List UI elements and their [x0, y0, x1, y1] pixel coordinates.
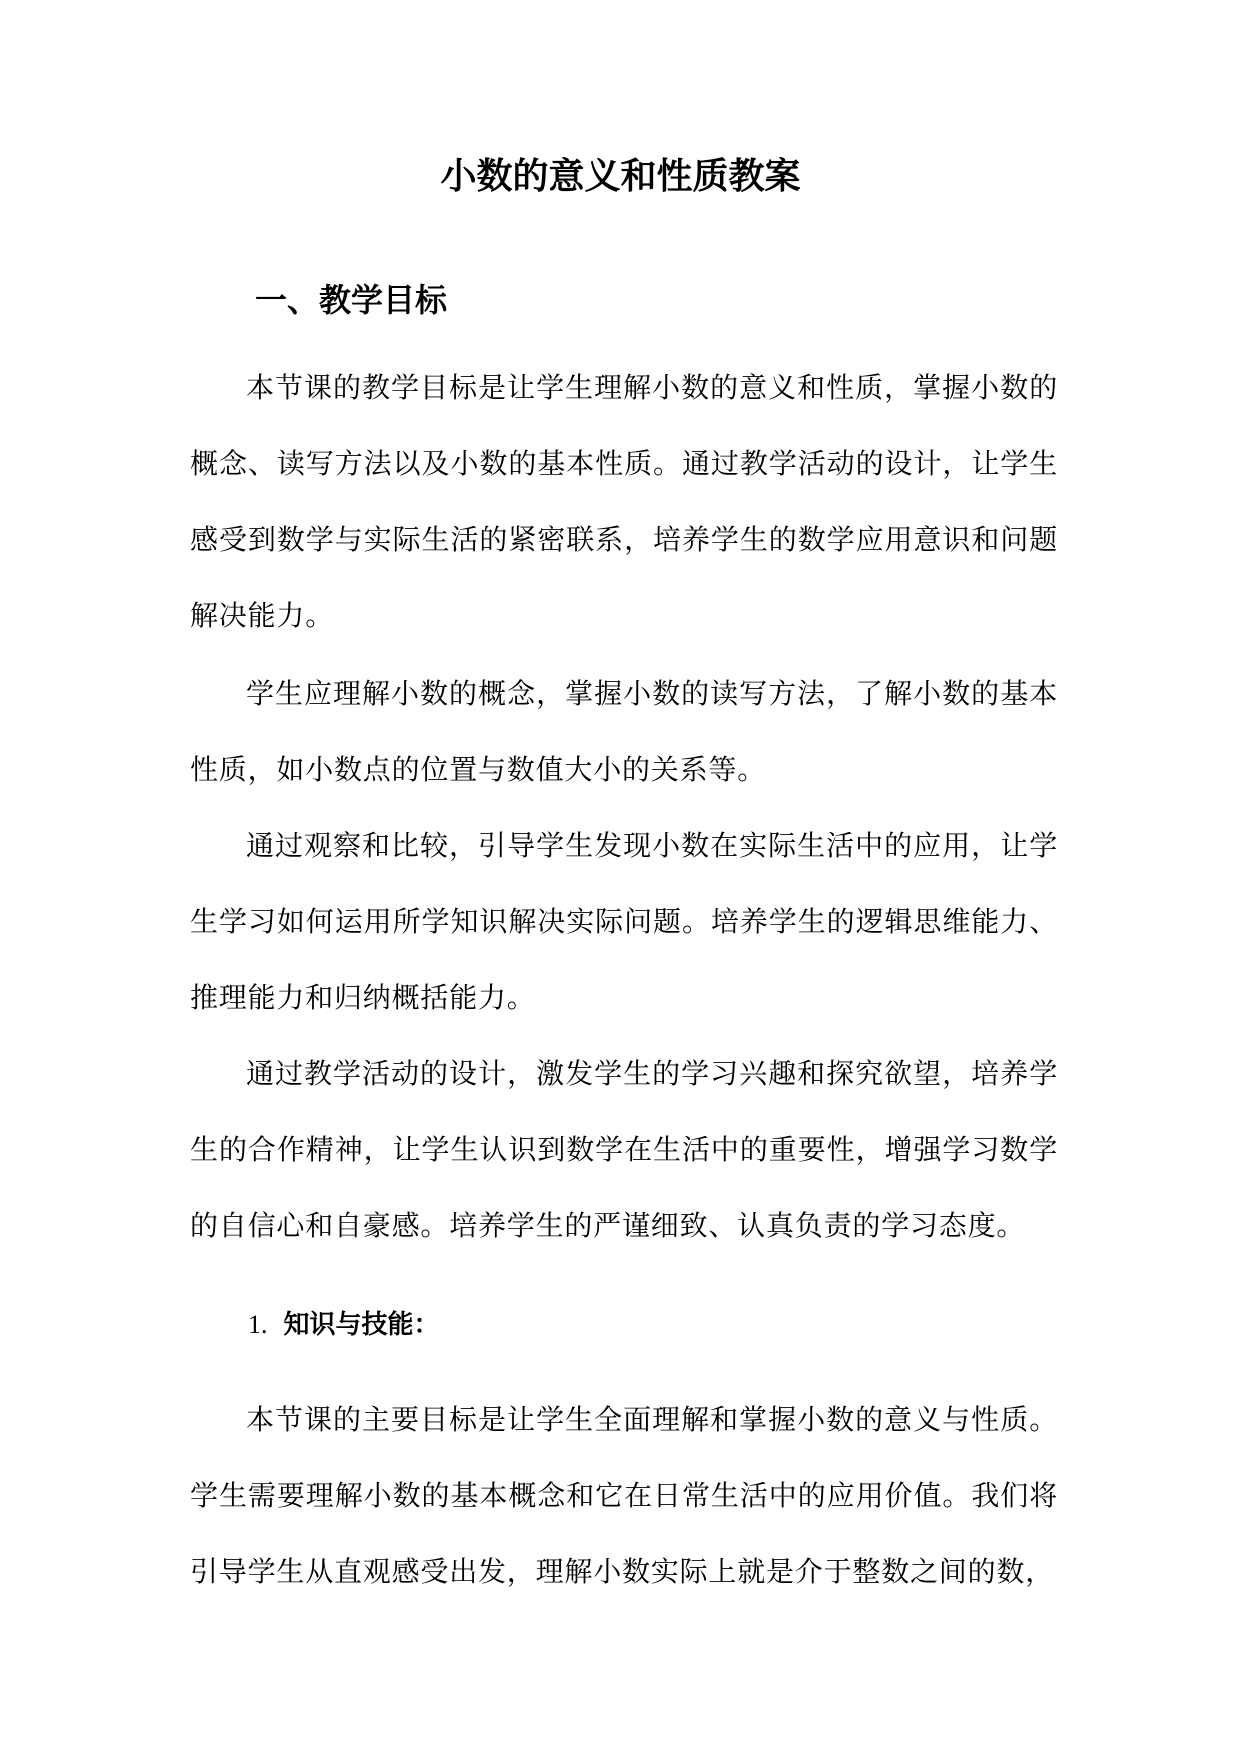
paragraph-knowledge-skills: 本节课的主要目标是让学生全面理解和掌握小数的意义与性质。学生需要理解小数的基本概念和它在日常生活中的应用价值。我们将引导学生从直观感受出发，理解小数实际上就是介于整数之间的数，: [190, 1403, 1058, 1588]
subsection-number: 1.: [248, 1310, 268, 1339]
paragraph-decimal-concept: 学生应理解小数的概念，掌握小数的读写方法，了解小数的基本性质，如小数点的位置与数值大小的关系等。: [190, 677, 1058, 786]
section-heading-teaching-objectives: 一、教学目标: [255, 281, 448, 319]
paragraph-observation-comparison: 通过观察和比较，引导学生发现小数在实际生活中的应用，让学生学习如何运用所学知识解决实际问题。培养学生的逻辑思维能力、推理能力和归纳概括能力。: [190, 829, 1058, 1014]
paragraph-teaching-activities: 通过教学活动的设计，激发学生的学习兴趣和探究欲望，培养学生的合作精神，让学生认识到数学在生活中的重要性，增强学习数学的自信心和自豪感。培养学生的严谨细致、认真负责的学习态度。: [190, 1057, 1058, 1242]
subsection-heading-knowledge-skills: [248, 1305, 440, 1345]
document-title: 小数的意义和性质教案: [440, 156, 801, 197]
paragraph-objectives-overview: 本节课的教学目标是让学生理解小数的意义和性质，掌握小数的概念、读写方法以及小数的基本性质。通过教学活动的设计，让学生感受到数学与实际生活的紧密联系，培养学生的数学应用意识和问题解决能力。: [190, 371, 1058, 632]
subsection-label: 知识与技能：: [283, 1310, 440, 1340]
